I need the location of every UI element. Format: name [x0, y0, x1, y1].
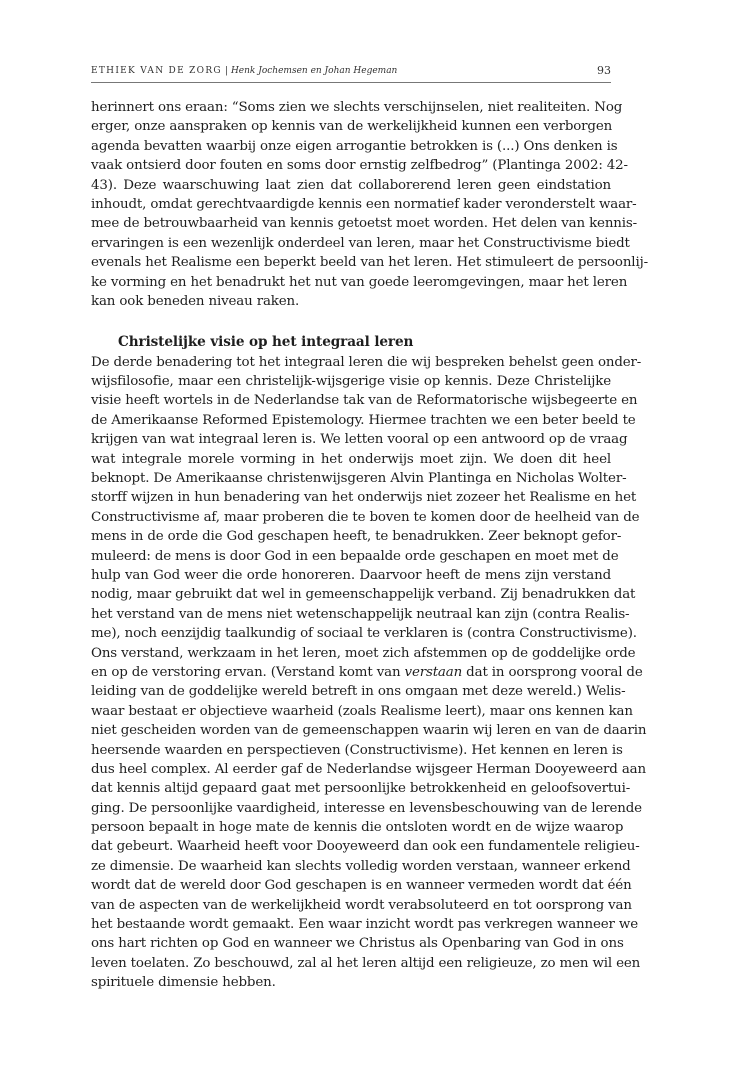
paragraph-line: van de aspecten van de werkelijkheid wordt verabsoluteerd en tot oorsprong van — [91, 897, 632, 913]
paragraph-line: 43). Deze waarschuwing laat zien dat collaborerend leren geen eindstation — [91, 177, 611, 193]
paragraph-line: wordt dat de wereld door God geschapen is en wanneer vermeden wordt dat één — [91, 878, 632, 894]
italic-term: verstaan — [404, 664, 463, 680]
paragraph-2 — [91, 353, 647, 993]
paragraph-line: dat gebeurt. Waarheid heeft voor Dooyeweerd dan ook een fundamentele religieu- — [91, 839, 640, 855]
paragraph-line: persoon bepaalt in hoge mate de kennis die ontsloten wordt en de wijze waarop — [91, 820, 624, 836]
paragraph-line: wat integrale morele vorming in het onderwijs moet zijn. We doen dit heel — [91, 451, 611, 467]
paragraph-line: het verstand van de mens niet wetenschappelijk neutraal kan zijn (contra Realis- — [91, 606, 630, 622]
paragraph-line: evenals het Realisme een beperkt beeld van het leren. Het stimuleert de persoonlij- — [91, 255, 648, 271]
paragraph-line: ze dimensie. De waarheid kan slechts volledig worden verstaan, wanneer erkend — [91, 858, 631, 874]
section-heading: Christelijke visie op het integraal leren — [118, 334, 414, 351]
paragraph-line: muleerd: de mens is door God in een bepaalde orde geschapen en moet met de — [91, 548, 619, 564]
paragraph-line: nodig, maar gebruikt dat wel in gemeenschappelijk verband. Zij benadrukken dat — [91, 587, 636, 603]
page-number: 93 — [597, 64, 611, 77]
paragraph-line: spirituele dimensie hebben. — [91, 975, 276, 991]
paragraph-line: erger, onze aanspraken op kennis van de werkelijkheid kunnen een verborgen — [91, 119, 613, 135]
paragraph-line: krijgen van wat integraal leren is. We letten vooral op een antwoord op de vraag — [91, 432, 628, 448]
running-head-title: ETHIEK VAN DE ZORG — [91, 66, 222, 76]
paragraph-line: het bestaande wordt gemaakt. Een waar inzicht wordt pas verkregen wanneer we — [91, 917, 638, 933]
paragraph-line: waar bestaat er objectieve waarheid (zoals Realisme leert), maar ons kennen kan — [91, 703, 633, 719]
paragraph-line: dus heel complex. Al eerder gaf de Nederlandse wijsgeer Herman Dooyeweerd aan — [91, 761, 646, 777]
paragraph-line: Ons verstand, werkzaam in het leren, moet zich afstemmen op de goddelijke orde — [91, 645, 636, 661]
paragraph-line: beknopt. De Amerikaanse christenwijsgeren Alvin Plantinga en Nicholas Wolter- — [91, 471, 627, 487]
paragraph-line: hulp van God weer die orde honoreren. Daarvoor heeft de mens zijn verstand — [91, 568, 611, 583]
paragraph-line: Constructivisme af, maar proberen die te boven te komen door de heelheid van de — [91, 509, 640, 525]
paragraph-line: leven toelaten. Zo beschouwd, zal al het leren altijd een religieuze, zo men wil een — [91, 955, 641, 971]
paragraph-line: ervaringen is een wezenlijk onderdeel van leren, maar het Constructivisme biedt — [91, 235, 630, 251]
paragraph-line: ging. De persoonlijke vaardigheid, interesse en levensbeschouwing van de lerende — [91, 800, 642, 816]
paragraph-line: vaak ontsierd door fouten en soms door ernstig zelfbedrog” (Plantinga 2002: 42- — [91, 158, 628, 174]
paragraph-line: de Amerikaanse Reformed Epistemology. Hiermee trachten we een beter beeld te — [91, 412, 636, 428]
paragraph-line: De derde benadering tot het integraal leren die wij bespreken behelst geen onder- — [91, 354, 642, 370]
paragraph-line: visie heeft wortels in de Nederlandse tak van de Reformatorische wijsbegeerte en — [91, 393, 638, 409]
paragraph-line: herinnert ons eraan: “Soms zien we slechts verschijnselen, niet realiteiten. Nog — [91, 100, 623, 115]
paragraph-line: niet gescheiden worden van de gemeenschappen waarin wij leren en van de daarin — [91, 723, 647, 739]
running-head-authors: Henk Jochemsen en Johan Hegeman — [230, 66, 398, 76]
paragraph-line: ke vorming en het benadrukt het nut van goede leeromgevingen, maar het leren — [91, 274, 628, 290]
paragraph-line: wijsfilosofie, maar een christelijk-wijsgerige visie op kennis. Deze Christelijke — [91, 374, 611, 390]
paragraph-line: inhoudt, omdat gerechtvaardigde kennis een normatief kader veronderstelt waar- — [91, 196, 637, 212]
paragraph-line: heersende waarden en perspectieven (Constructivisme). Het kennen en leren is — [91, 742, 623, 758]
body-text — [91, 98, 648, 993]
paragraph-line: dat kennis altijd gepaard gaat met persoonlijke betrokkenheid en geloofsovertui- — [91, 781, 631, 797]
running-head — [91, 64, 611, 80]
paragraph-line: agenda bevatten waarbij onze eigen arrogantie betrokken is (...) Ons denken is — [91, 138, 618, 154]
paragraph-line: mens in de orde die God geschapen heeft, te benadrukken. Zeer beknopt gefor- — [91, 529, 622, 545]
paragraph-line: storff wijzen in hun benadering van het onderwijs niet zozeer het Realisme en het — [91, 490, 637, 506]
paragraph-line: mee de betrouwbaarheid van kennis getoetst moet worden. Het delen van kennis- — [91, 216, 638, 232]
paragraph-line: kan ook beneden niveau raken. — [91, 293, 300, 309]
line-text: en op de verstoring ervan. (Verstand komt van — [91, 664, 401, 680]
paragraph-line: ons hart richten op God en wanneer we Christus als Openbaring van God in ons — [91, 936, 624, 952]
running-head-separator: | — [224, 66, 228, 76]
header-rule — [91, 82, 611, 83]
paragraph-1 — [91, 98, 648, 311]
paragraph-line — [91, 663, 643, 682]
line-text: dat in oorsprong vooral de — [462, 664, 643, 680]
paragraph-line: leiding van de goddelijke wereld betreft in ons omgaan met deze wereld.) Welis- — [91, 684, 626, 700]
paragraph-line: me), noch eenzijdig taalkundig of sociaal te verklaren is (contra Constructivisme). — [91, 626, 637, 642]
